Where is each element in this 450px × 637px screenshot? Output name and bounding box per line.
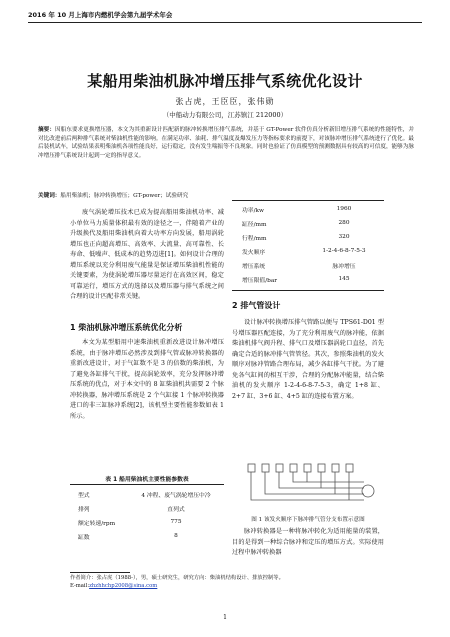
table-row: [232, 202, 384, 216]
table-key: 缸数: [78, 534, 90, 541]
intro-paragraph: 废气涡轮增压技术已成为提高船用柴油机功率、减小单位马力质量体积最有效的途径之一，伴随着产业的升级换代及船用柴油机向着大功率方向发展，船用涡轮增压也正向超高增压、高效率、大流量、高可靠性、长寿命、低噪声、低成本的趋势迈进[1]。如何设计合理的增压系统以充分利用废气能量是保证增压柴油机性能的关键要素，为使涡轮增压器尽量运行在高效区间，稳定可靠运行，增压方式的选择以及增压器与排气系统之间合理的设计匹配非常关键。: [70, 209, 224, 300]
table-value: 4 冲程、废气涡轮增压中冷: [141, 492, 211, 499]
conference-header: 2016 年 10 月上海市内燃机学会第九届学术年会: [28, 11, 173, 19]
table-key: 缸径/mm: [242, 221, 267, 228]
cylinder-port: [318, 464, 325, 472]
table-row: [232, 272, 384, 286]
section-1-paragraph: 本文为某型船用中速柴油机重新改进设计脉冲增压系统，由于脉冲增压必然涉及到排气管或脉冲转换器的重新改进设计，对于气缸数不是 3 的倍数的柴油机，为了避免各缸排气干扰，提高涡轮效率，充分发挥脉冲增压系统的优点，对于本文中的 8 缸柴油机共需要 2 个脉冲转换器，脉冲增压系统是 2 个气缸接 1 个脉冲转换器进口的非三缸脉冲系统[2]，该机型主要性能参数如表 1 所示。: [70, 339, 224, 420]
table-key: 额定转速/rpm: [78, 520, 116, 527]
table-row: [232, 244, 384, 258]
table-value: 775: [170, 519, 182, 525]
branch-pipe: [293, 472, 364, 482]
email-link[interactable]: zhzhhchp2008@sina.com: [89, 583, 158, 589]
table-row: [232, 216, 384, 230]
email-line: [70, 582, 390, 590]
cylinder-port: [276, 464, 283, 472]
abstract-text: 因船东要求更换增压器，本文为其重新设计匹配新的脉冲转换增压排气系统，并基于 GT-Power 软件仿真分析新旧增压排气系统的性能特性，并对比改进前后两种排气系统对柴油机性能的影响。在满足功率、油耗、排气温度及爆发压力等指标要求的前提下，对该脉冲增压排气系统进行了优化。最后装机试车，试验结果表明柴油机各项性能良好，运行稳定，没有发生喘振等不良现象。同时也验证了仿真模型的预测数据具有较高的可信度，能够为脉冲增压排气系统设计起到一定的指导意义。: [38, 127, 414, 159]
keywords-text: 船用柴油机；脉冲转换增压；GT-power；试验研究: [60, 193, 189, 199]
figure-1-caption: 图 1 该发火顺序下脉冲排气管分支布置示意图: [251, 517, 365, 523]
keywords: [38, 191, 414, 199]
paper-title: 某船用柴油机脉冲增压排气系统优化设计: [87, 72, 363, 90]
table-1-caption: 表 1 船用柴油机主要性能参数表: [105, 477, 189, 483]
cylinder-port: [346, 464, 353, 472]
table-row: [232, 258, 384, 272]
page-number: 1: [223, 614, 227, 621]
cylinder-port: [248, 464, 255, 472]
section-2-paragraph: 设计脉冲转换增压排气管路以便与 TPS61-D01 型号增压器匹配连接，为了充分利用废气的脉冲能，依据柴油机排气阀升程、排气口及增压器涡轮口直径，首先确定合适的脉冲排气管管径。其次，参照柴油机的发火顺序对脉冲管路合理布局，减少各缸排气干扰。为了避免各气缸间的相互干涉，合理的分配脉冲能量，结合柴油机的发火顺序 1-2-4-6-8-7-5-3，确定 1+8 缸、2+7 缸、3+6 缸、4+5 缸的连接布置方案。: [232, 319, 384, 400]
after-figure-paragraph: 脉冲转换器是一种将脉冲转化为适用能量的装置，目的是得到一种综合脉冲和定压的增压方式。实际使用过程中脉冲转换器: [232, 528, 384, 556]
cylinder-port: [262, 464, 269, 472]
turbocharger-icon: [362, 485, 374, 497]
table-key: 行程/mm: [242, 235, 267, 242]
table-value: 1-2-4-6-8-7-5-3: [322, 248, 366, 254]
abstract: [38, 126, 414, 160]
abstract-label: 摘要：: [38, 127, 55, 133]
table-value: 145: [338, 276, 350, 282]
table-row: [70, 501, 224, 515]
table-value: 280: [338, 220, 350, 226]
email-label: E-mail:: [70, 583, 90, 589]
table-row: [70, 529, 224, 543]
table-value: 直列式: [167, 506, 185, 513]
table-key: 增压系统: [242, 263, 266, 270]
authors: 张占虎，王臣臣，张伟勋: [175, 97, 275, 106]
cylinder-port: [304, 464, 311, 472]
table-continued-top-rule: [232, 200, 384, 201]
footnote: [70, 574, 390, 590]
cylinder-port: [332, 464, 339, 472]
table-key: 功率/kw: [242, 207, 265, 214]
exhaust-manifold-diagram: [236, 462, 376, 510]
table-1-part-2: [232, 202, 384, 286]
table-key: 排列: [78, 506, 90, 513]
affiliation: （中船动力有限公司，江苏镇江 212000）: [162, 111, 288, 119]
keywords-label: 关键词：: [38, 193, 61, 199]
table-row: [232, 230, 384, 244]
table-key: 增压限值/bar: [242, 277, 278, 284]
table-value: 脉冲增压: [332, 263, 356, 270]
section-2-title: 2 排气管设计: [232, 301, 281, 310]
table-row: [70, 487, 224, 501]
branch-pipe: [279, 472, 364, 488]
cylinder-port: [290, 464, 297, 472]
table-bottom-rule: [232, 290, 384, 291]
table-top-rule: [70, 484, 224, 485]
table-value: 1960: [336, 206, 352, 212]
header-rule: [28, 22, 422, 23]
table-value: 8: [174, 533, 178, 539]
author-bio: 作者简介：张占虎（1988-），男，硕士研究生，研究方向：柴油机结构设计、排放控制等。: [70, 575, 284, 581]
table-1-part-1: [70, 487, 224, 543]
table-key: 发火顺序: [242, 249, 266, 256]
table-key: 型式: [78, 492, 90, 499]
table-value: 320: [338, 234, 350, 240]
branch-pipe: [251, 472, 364, 500]
section-1-title: 1 柴油机脉冲增压系统优化分析: [70, 323, 183, 332]
table-row: [70, 515, 224, 529]
footnote-rule: [70, 572, 130, 573]
